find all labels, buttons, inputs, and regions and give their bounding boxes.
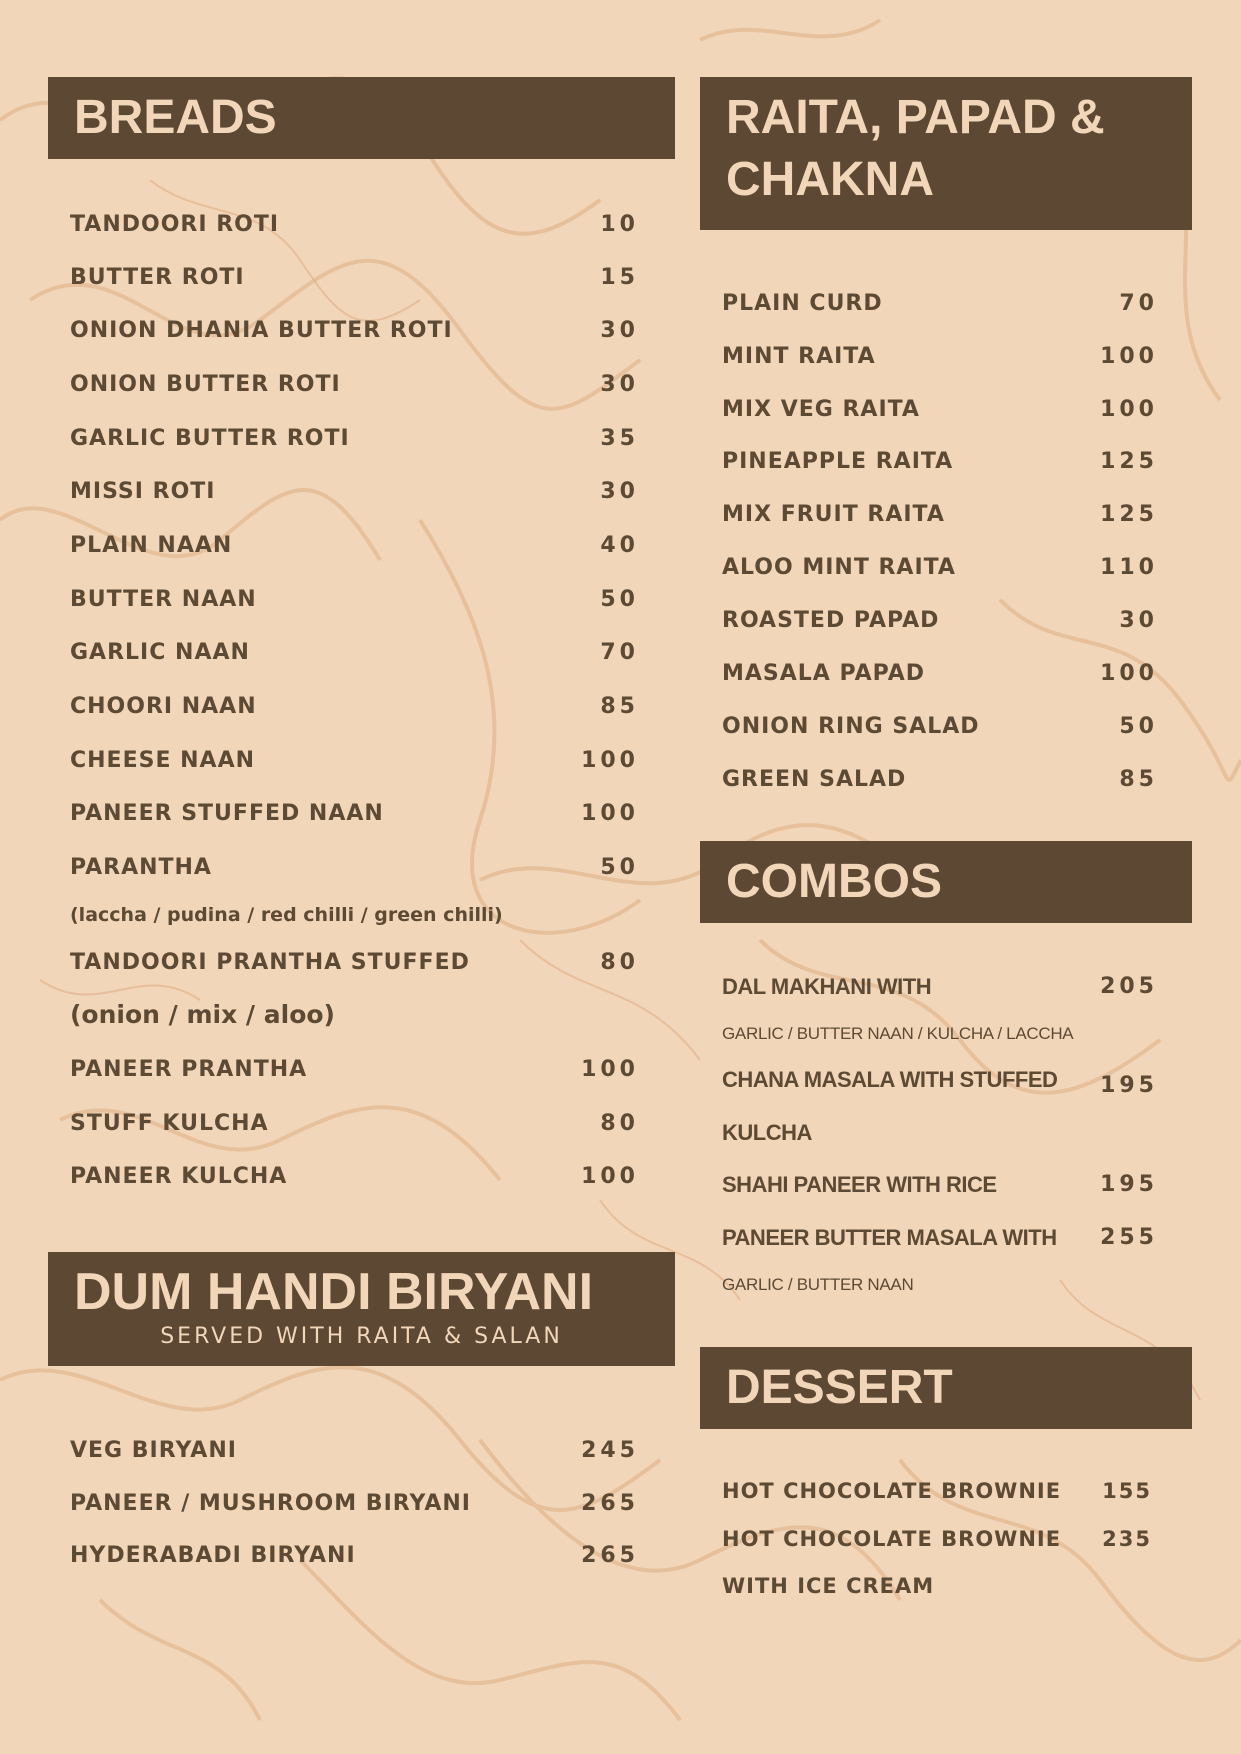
- menu-item: CHANA MASALA WITH STUFFED 195: [722, 1067, 1158, 1098]
- menu-item: PANEER / MUSHROOM BIRYANI 265: [70, 1491, 639, 1516]
- prantha-note: (onion / mix / aloo): [70, 1000, 335, 1029]
- menu-item: GARLIC BUTTER ROTI 35: [70, 426, 639, 451]
- menu-item: BUTTER ROTI 15: [70, 265, 639, 290]
- menu-item: GARLIC NAAN 70: [70, 640, 639, 665]
- menu-item: ONION DHANIA BUTTER ROTI 30: [70, 318, 639, 343]
- raita-banner: [700, 77, 1192, 230]
- menu-item: DAL MAKHANI WITH 205: [722, 974, 1158, 999]
- combo-note: GARLIC / BUTTER NAAN: [722, 1275, 914, 1294]
- breads-title: BREADS: [74, 91, 277, 144]
- menu-item: HOT CHOCOLATE BROWNIE 235: [722, 1527, 1152, 1551]
- raita-title-line1: RAITA, PAPAD &: [726, 91, 1105, 144]
- menu-item: ONION BUTTER ROTI 30: [70, 372, 639, 397]
- biryani-subtitle: SERVED WITH RAITA & SALAN: [160, 1324, 563, 1349]
- menu-item: PARANTHA 50: [70, 855, 639, 880]
- menu-item: HYDERABADI BIRYANI 265: [70, 1543, 639, 1568]
- menu-item: CHOORI NAAN 85: [70, 694, 639, 719]
- dessert-banner: [700, 1347, 1192, 1429]
- biryani-banner: [48, 1252, 675, 1366]
- menu-item: MINT RAITA 100: [722, 344, 1158, 369]
- combos-title: COMBOS: [726, 855, 942, 908]
- menu-item: MIX VEG RAITA 100: [722, 397, 1158, 422]
- biryani-title: DUM HANDI BIRYANI: [74, 1263, 594, 1321]
- menu-item: ONION RING SALAD 50: [722, 714, 1158, 739]
- menu-item: PLAIN CURD 70: [722, 291, 1158, 316]
- menu-item: PANEER PRANTHA 100: [70, 1057, 639, 1082]
- menu-item: BUTTER NAAN 50: [70, 587, 639, 612]
- menu-item-continued: WITH ICE CREAM: [722, 1574, 935, 1598]
- raita-title-line2: CHAKNA: [726, 153, 934, 206]
- menu-item: TANDOORI PRANTHA STUFFED 80: [70, 950, 639, 975]
- combos-banner: [700, 841, 1192, 923]
- parantha-note: (laccha / pudina / red chilli / green chilli): [70, 904, 503, 926]
- menu-item: PANEER BUTTER MASALA WITH 255: [722, 1225, 1158, 1250]
- menu-item: STUFF KULCHA 80: [70, 1111, 639, 1136]
- menu-item: PANEER KULCHA 100: [70, 1164, 639, 1189]
- menu-item: VEG BIRYANI 245: [70, 1438, 639, 1463]
- menu-item: ROASTED PAPAD 30: [722, 608, 1158, 633]
- combo-note: GARLIC / BUTTER NAAN / KULCHA / LACCHA: [722, 1024, 1074, 1043]
- breads-banner: [48, 77, 675, 159]
- menu-item: HOT CHOCOLATE BROWNIE 155: [722, 1479, 1152, 1503]
- menu-item: ALOO MINT RAITA 110: [722, 555, 1158, 580]
- menu-item: MIX FRUIT RAITA 125: [722, 502, 1158, 527]
- menu-item: PANEER STUFFED NAAN 100: [70, 801, 639, 826]
- menu-item-continued: KULCHA: [722, 1120, 812, 1145]
- menu-item: SHAHI PANEER WITH RICE 195: [722, 1172, 1158, 1197]
- menu-item: PINEAPPLE RAITA 125: [722, 449, 1158, 474]
- menu-item: GREEN SALAD 85: [722, 767, 1158, 792]
- menu-item: CHEESE NAAN 100: [70, 748, 639, 773]
- menu-item: PLAIN NAAN 40: [70, 533, 639, 558]
- menu-item: MISSI ROTI 30: [70, 479, 639, 504]
- menu-item: MASALA PAPAD 100: [722, 661, 1158, 686]
- menu-item: TANDOORI ROTI 10: [70, 212, 639, 237]
- dessert-title: DESSERT: [726, 1361, 953, 1414]
